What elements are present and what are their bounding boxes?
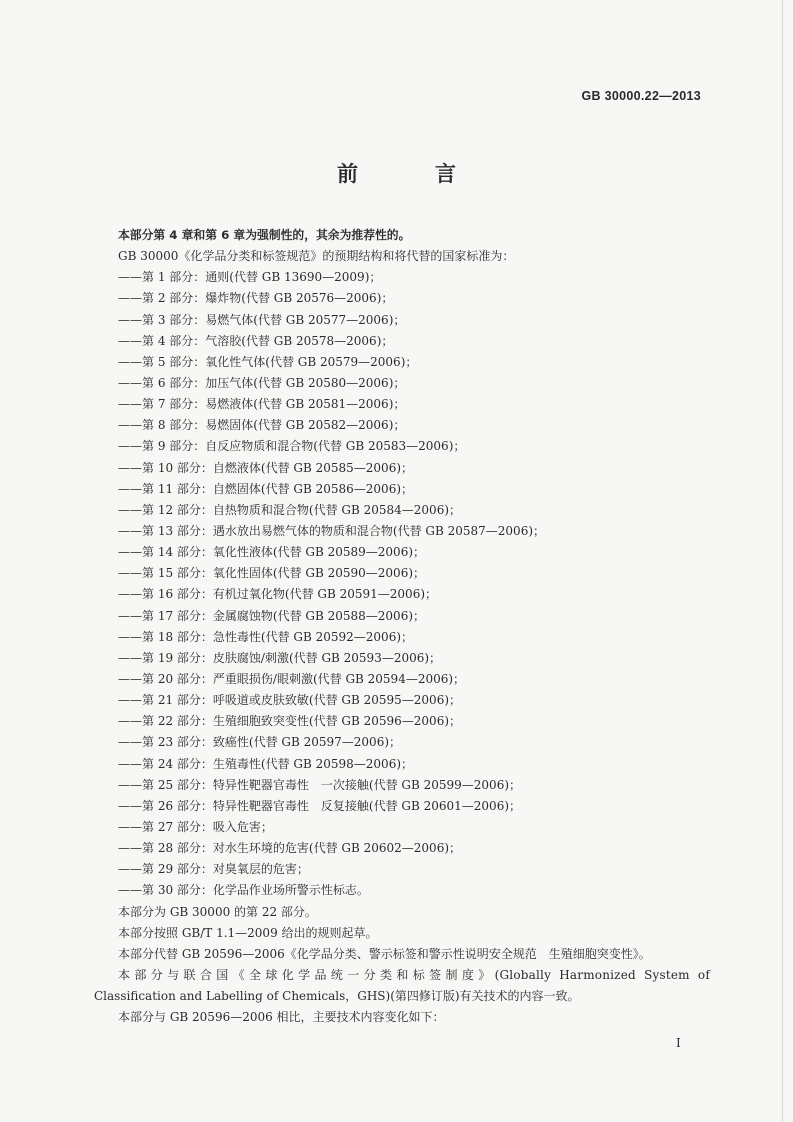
part-list-item: ——第 4 部分：气溶胶(代替 GB 20578—2006)；: [118, 333, 394, 348]
part-list-item: ——第 14 部分：氧化性液体(代替 GB 20589—2006)；: [118, 545, 426, 560]
part-list-item: ——第 27 部分：吸入危害；: [118, 819, 273, 834]
part-list-item: ——第 23 部分：致癌性(代替 GB 20597—2006)；: [118, 735, 402, 750]
part-list-item: ——第 3 部分：易燃气体(代替 GB 20577—2006)；: [118, 312, 406, 327]
part-list-item: ——第 7 部分：易燃液体(代替 GB 20581—2006)；: [118, 397, 406, 412]
part-list-item: ——第 29 部分：对臭氧层的危害；: [118, 862, 309, 877]
standard-code: GB 30000.22—2013: [581, 89, 701, 103]
drafting-rule-statement: 本部分按照 GB/T 1.1—2009 给出的规则起草。: [118, 925, 378, 940]
part-list-item: ——第 24 部分：生殖毒性(代替 GB 20598—2006)；: [118, 756, 414, 771]
part-list-item: ——第 1 部分：通则(代替 GB 13690—2009)；: [118, 270, 382, 285]
page-title: 前 言: [337, 162, 484, 186]
part-list-item: ——第 17 部分：金属腐蚀物(代替 GB 20588—2006)；: [118, 608, 426, 623]
part-list-item: ——第 16 部分：有机过氧化物(代替 GB 20591—2006)；: [118, 587, 438, 602]
part-list-item: ——第 15 部分：氧化性固体(代替 GB 20590—2006)；: [118, 566, 426, 581]
ghs-statement-line2: Classification and Labelling of Chemicals，GHS)(第四修订版)有关技术的内容一致。: [94, 989, 580, 1004]
part-list-item: ——第 13 部分：遇水放出易燃气体的物质和混合物(代替 GB 20587—2006)；: [118, 523, 546, 538]
replaces-statement: 本部分代替 GB 20596—2006《化学品分类、警示标签和警示性说明安全规范 生殖细胞突变性》。: [118, 946, 651, 961]
part-list-item: ——第 25 部分：特异性靶器官毒性 一次接触(代替 GB 20599—2006)；: [118, 777, 522, 792]
ghs-statement-line1: 本部分与联合国《全球化学品统一分类和标签制度》(Globally Harmonized System of: [118, 967, 710, 982]
mandatory-note: 本部分第 4 章和第 6 章为强制性的，其余为推荐性的。: [118, 228, 411, 242]
part-list-item: ——第 8 部分：易燃固体(代替 GB 20582—2006)；: [118, 418, 406, 433]
part-list-item: ——第 28 部分：对水生环境的危害(代替 GB 20602—2006)；: [118, 841, 462, 856]
foreword-body: [94, 225, 710, 1028]
part-list-item: ——第 12 部分：自热物质和混合物(代替 GB 20584—2006)；: [118, 502, 462, 517]
part-list-item: ——第 5 部分：氧化性气体(代替 GB 20579—2006)；: [118, 354, 418, 369]
structure-intro: GB 30000《化学品分类和标签规范》的预期结构和将代替的国家标准为：: [118, 249, 515, 264]
part-list-item: ——第 19 部分：皮肤腐蚀/刺激(代替 GB 20593—2006)；: [118, 650, 442, 665]
part-list-item: ——第 26 部分：特异性靶器官毒性 反复接触(代替 GB 20601—2006)；: [118, 798, 522, 813]
part-list-item: ——第 30 部分：化学品作业场所警示性标志。: [118, 883, 369, 898]
part-of-statement: 本部分为 GB 30000 的第 22 部分。: [118, 904, 317, 919]
part-list-item: ——第 18 部分：急性毒性(代替 GB 20592—2006)；: [118, 629, 414, 644]
part-list-item: ——第 9 部分：自反应物质和混合物(代替 GB 20583—2006)；: [118, 439, 466, 454]
part-list-item: ——第 2 部分：爆炸物(代替 GB 20576—2006)；: [118, 291, 394, 306]
part-list-item: ——第 21 部分：呼吸道或皮肤致敏(代替 GB 20595—2006)；: [118, 693, 462, 708]
part-list-item: ——第 22 部分：生殖细胞致突变性(代替 GB 20596—2006)；: [118, 714, 462, 729]
part-list-item: ——第 11 部分：自燃固体(代替 GB 20586—2006)；: [118, 481, 414, 496]
part-list-item: ——第 10 部分：自燃液体(代替 GB 20585—2006)；: [118, 460, 414, 475]
page-number: I: [676, 1036, 681, 1050]
changes-intro: 本部分与 GB 20596—2006 相比，主要技术内容变化如下：: [118, 1010, 445, 1025]
part-list-item: ——第 20 部分：严重眼损伤/眼刺激(代替 GB 20594—2006)；: [118, 671, 466, 686]
part-list-item: ——第 6 部分：加压气体(代替 GB 20580—2006)；: [118, 375, 406, 390]
